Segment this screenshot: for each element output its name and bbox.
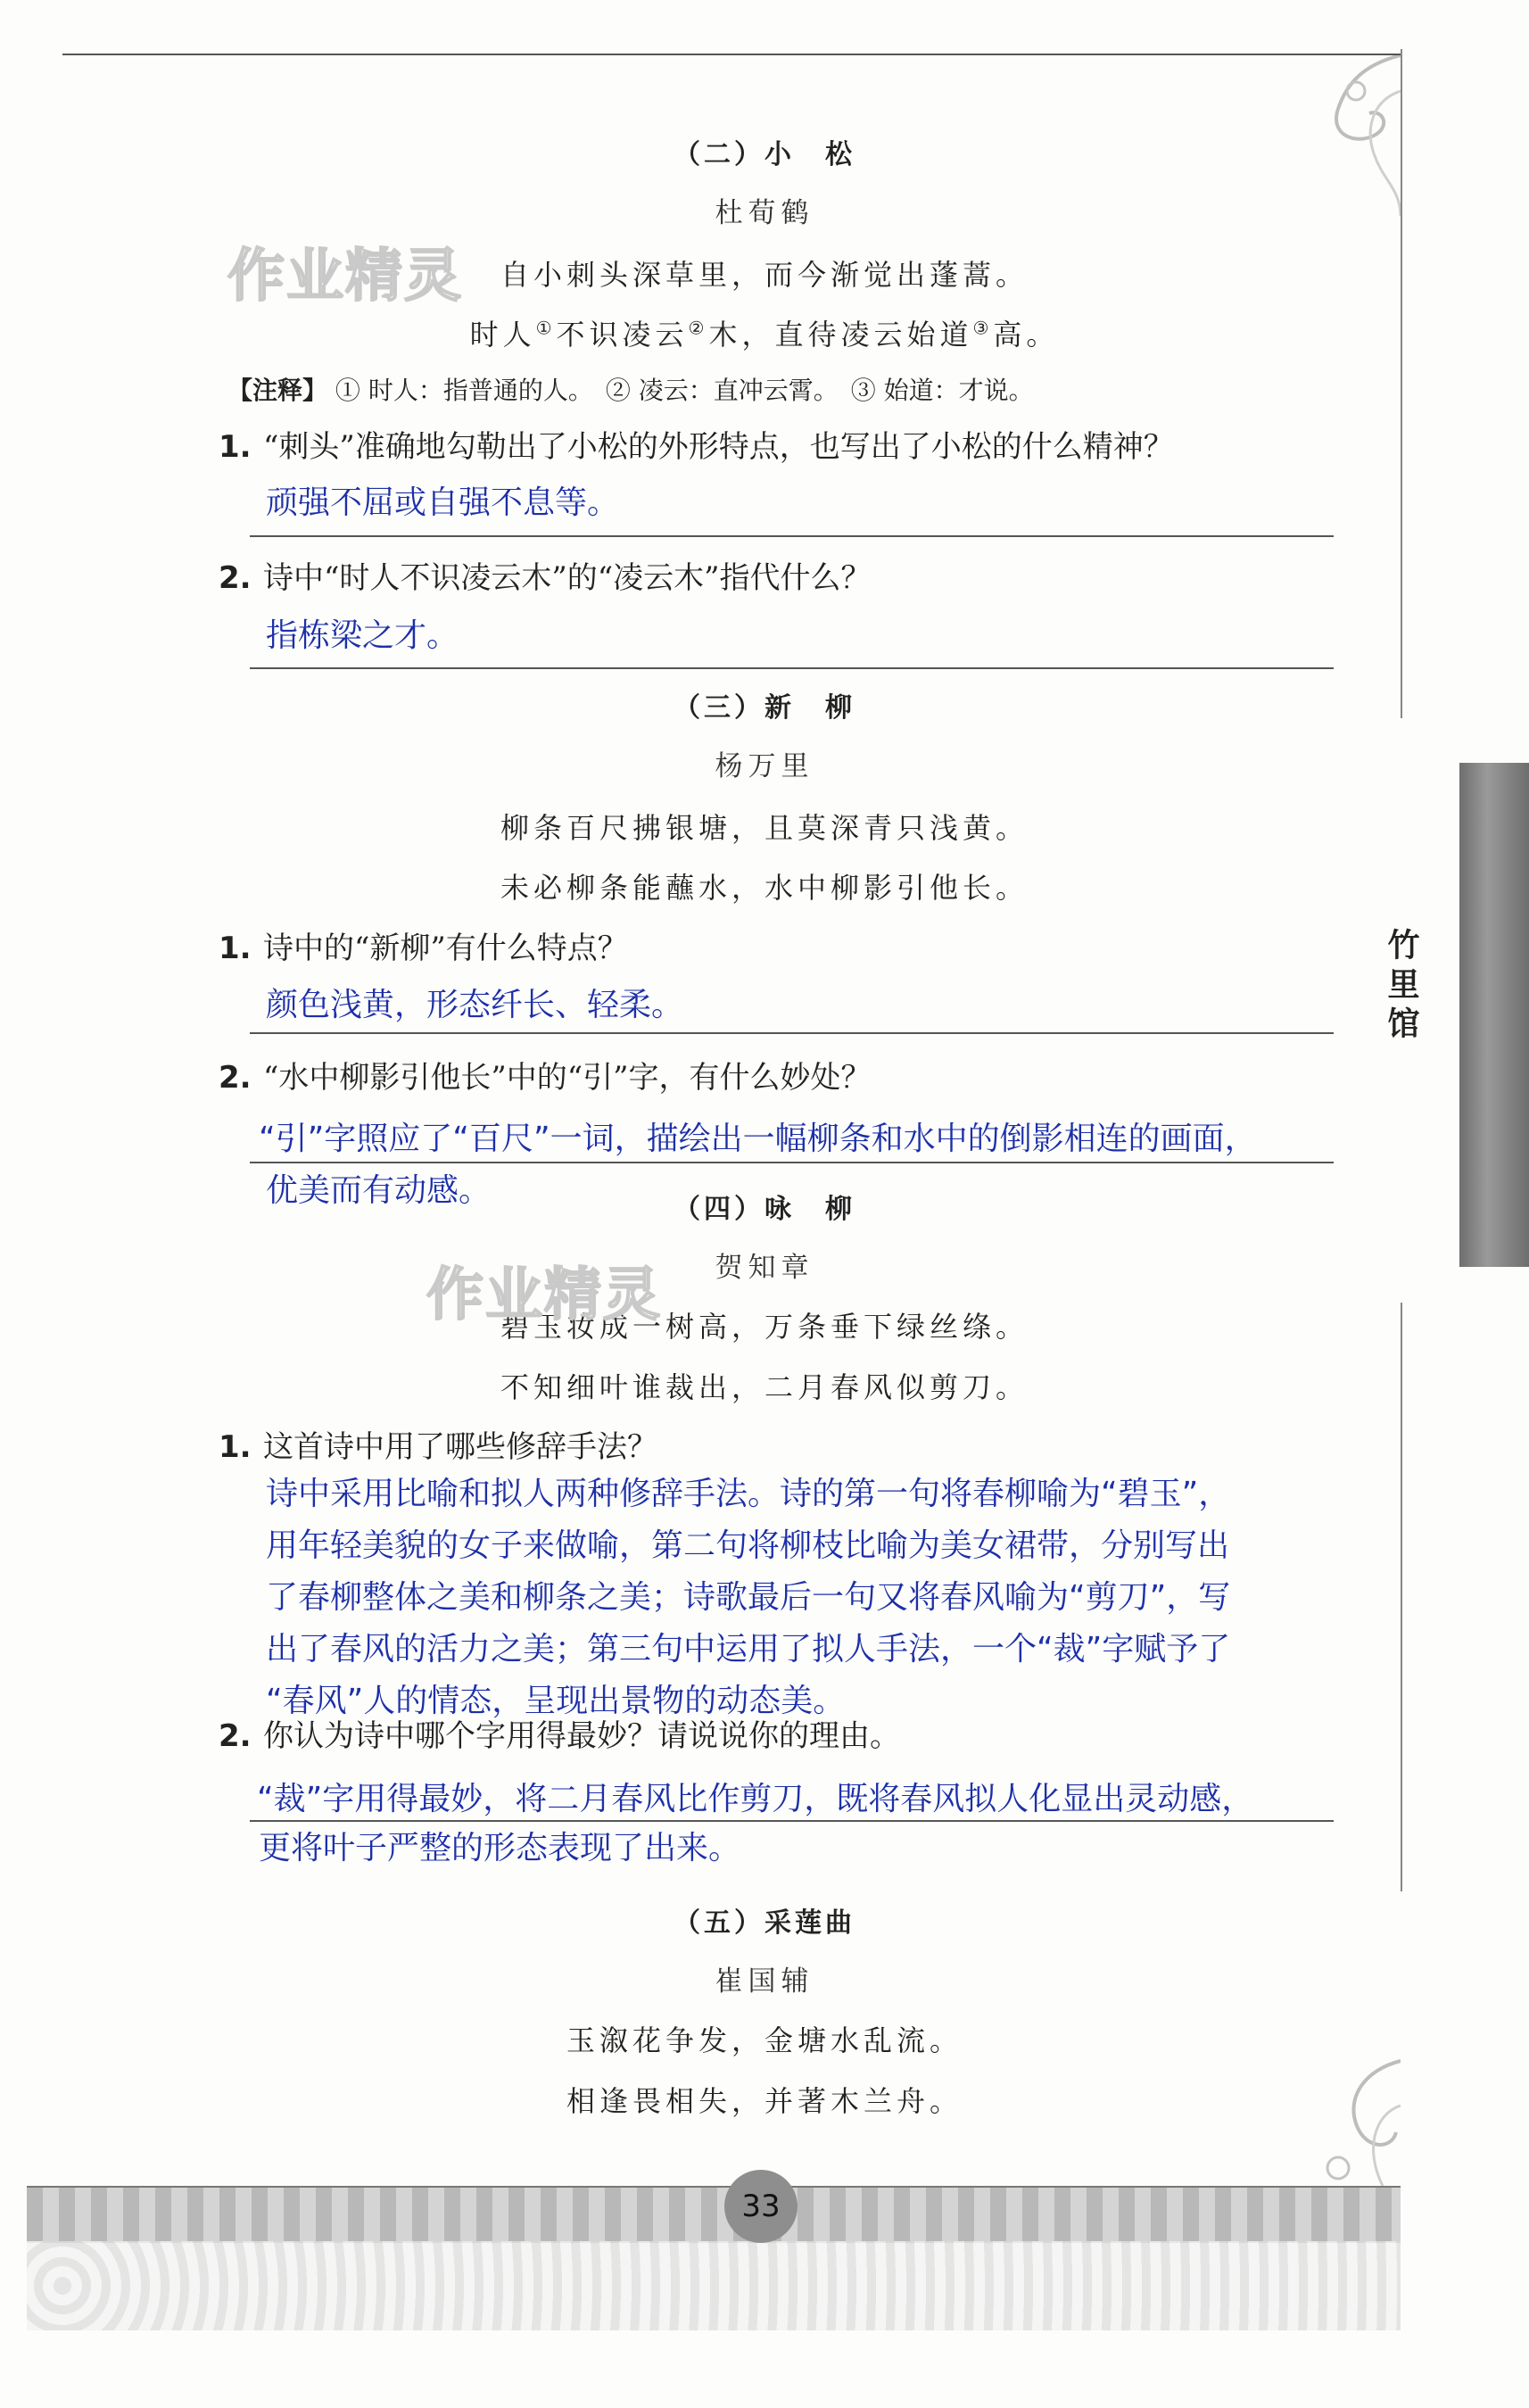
question: 2. 诗中“时人不识凌云木”的“凌云木”指代什么？ [219, 560, 872, 596]
note-label: 【注释】 [227, 376, 328, 405]
side-tab-decoration [1459, 763, 1529, 1267]
poem-line: 时人①不识凌云②木，直待凌云始道③高。 [469, 317, 1060, 352]
answer: 更将叶子严整的形态表现了出来。 [259, 1830, 741, 1866]
answer: 优美而有动感。 [266, 1172, 492, 1209]
page-number: 33 [724, 2170, 798, 2243]
section-title: （二）小 松 [674, 139, 855, 170]
answer-line [250, 1820, 1334, 1822]
note-text: ① 时人：指普通的人。 ② 凌云：直冲云霄。 ③ 始道：才说。 [335, 376, 1034, 405]
corner-ornament [1249, 2052, 1401, 2195]
poem-line: 未必柳条能蘸水，水中柳影引他长。 [500, 871, 1029, 905]
side-label: 竹里馆 [1383, 928, 1419, 1046]
answer-line [250, 1032, 1334, 1034]
poem-line: 柳条百尺拂银塘，且莫深青只浅黄。 [500, 811, 1029, 845]
poem-author: 杨万里 [715, 750, 814, 782]
poem-author: 崔国辅 [715, 1965, 814, 1998]
section-title: （三）新 柳 [674, 692, 855, 724]
top-rule [62, 54, 1401, 55]
question: 2. 你认为诗中哪个字用得最妙？请说说你的理由。 [219, 1718, 900, 1754]
poem-author: 贺知章 [715, 1252, 814, 1284]
poem-line: 相逢畏相失，并著木兰舟。 [566, 2084, 963, 2118]
answer: 了春柳整体之美和柳条之美；诗歌最后一句又将春风喻为“剪刀”，写 [266, 1579, 1231, 1616]
answer: 指栋梁之才。 [266, 617, 459, 654]
section-title: （五）采莲曲 [674, 1907, 855, 1939]
footer-band [27, 2186, 1401, 2243]
poem-line: 不知细叶谁裁出，二月春风似剪刀。 [500, 1370, 1029, 1404]
answer: 用年轻美貌的女子来做喻，第二句将柳枝比喻为美女裙带，分别写出 [266, 1527, 1230, 1564]
answer-line [250, 1162, 1334, 1163]
answer: 诗中采用比喻和拟人两种修辞手法。诗的第一句将春柳喻为“碧玉”， [266, 1476, 1231, 1512]
poem-line: 碧玉妆成一树高，万条垂下绿丝绦。 [500, 1310, 1029, 1344]
poem-line: 玉溆花争发，金塘水乱流。 [566, 2023, 963, 2057]
watermark: 作业精灵 [426, 1262, 662, 1328]
question: 1. “刺头”准确地勾勒出了小松的外形特点，也写出了小松的什么精神？ [219, 429, 1174, 465]
watermark: 作业精灵 [227, 244, 463, 310]
answer: “引”字照应了“百尺”一词，描绘出一幅柳条和水中的倒影相连的画面， [259, 1121, 1257, 1157]
answer: 颜色浅黄，形态纤长、轻柔。 [266, 987, 684, 1023]
question: 1. 诗中的“新柳”有什么特点？ [219, 931, 628, 966]
answer: “裁”字用得最妙，将二月春风比作剪刀，既将春风拟人化显出灵动感， [257, 1781, 1254, 1817]
annotation-note [227, 371, 1034, 407]
poem-line: 自小刺头深草里，而今渐觉出蓬蒿。 [500, 258, 1029, 292]
answer: 顽强不屈或自强不息等。 [266, 484, 620, 521]
answer-line [250, 535, 1334, 537]
section-title: （四）咏 柳 [674, 1194, 855, 1225]
answer: 出了春风的活力之美；第三句中运用了拟人手法，一个“裁”字赋予了 [266, 1631, 1231, 1667]
question: 2. “水中柳影引他长”中的“引”字，有什么妙处？ [219, 1060, 872, 1096]
poem-author: 杜荀鹤 [715, 197, 814, 229]
question: 1. 这首诗中用了哪些修辞手法？ [219, 1429, 657, 1465]
answer-line [250, 667, 1334, 669]
footer-ornament [27, 2241, 1401, 2330]
answer: “春风”人的情态，呈现出景物的动态美。 [266, 1683, 846, 1719]
